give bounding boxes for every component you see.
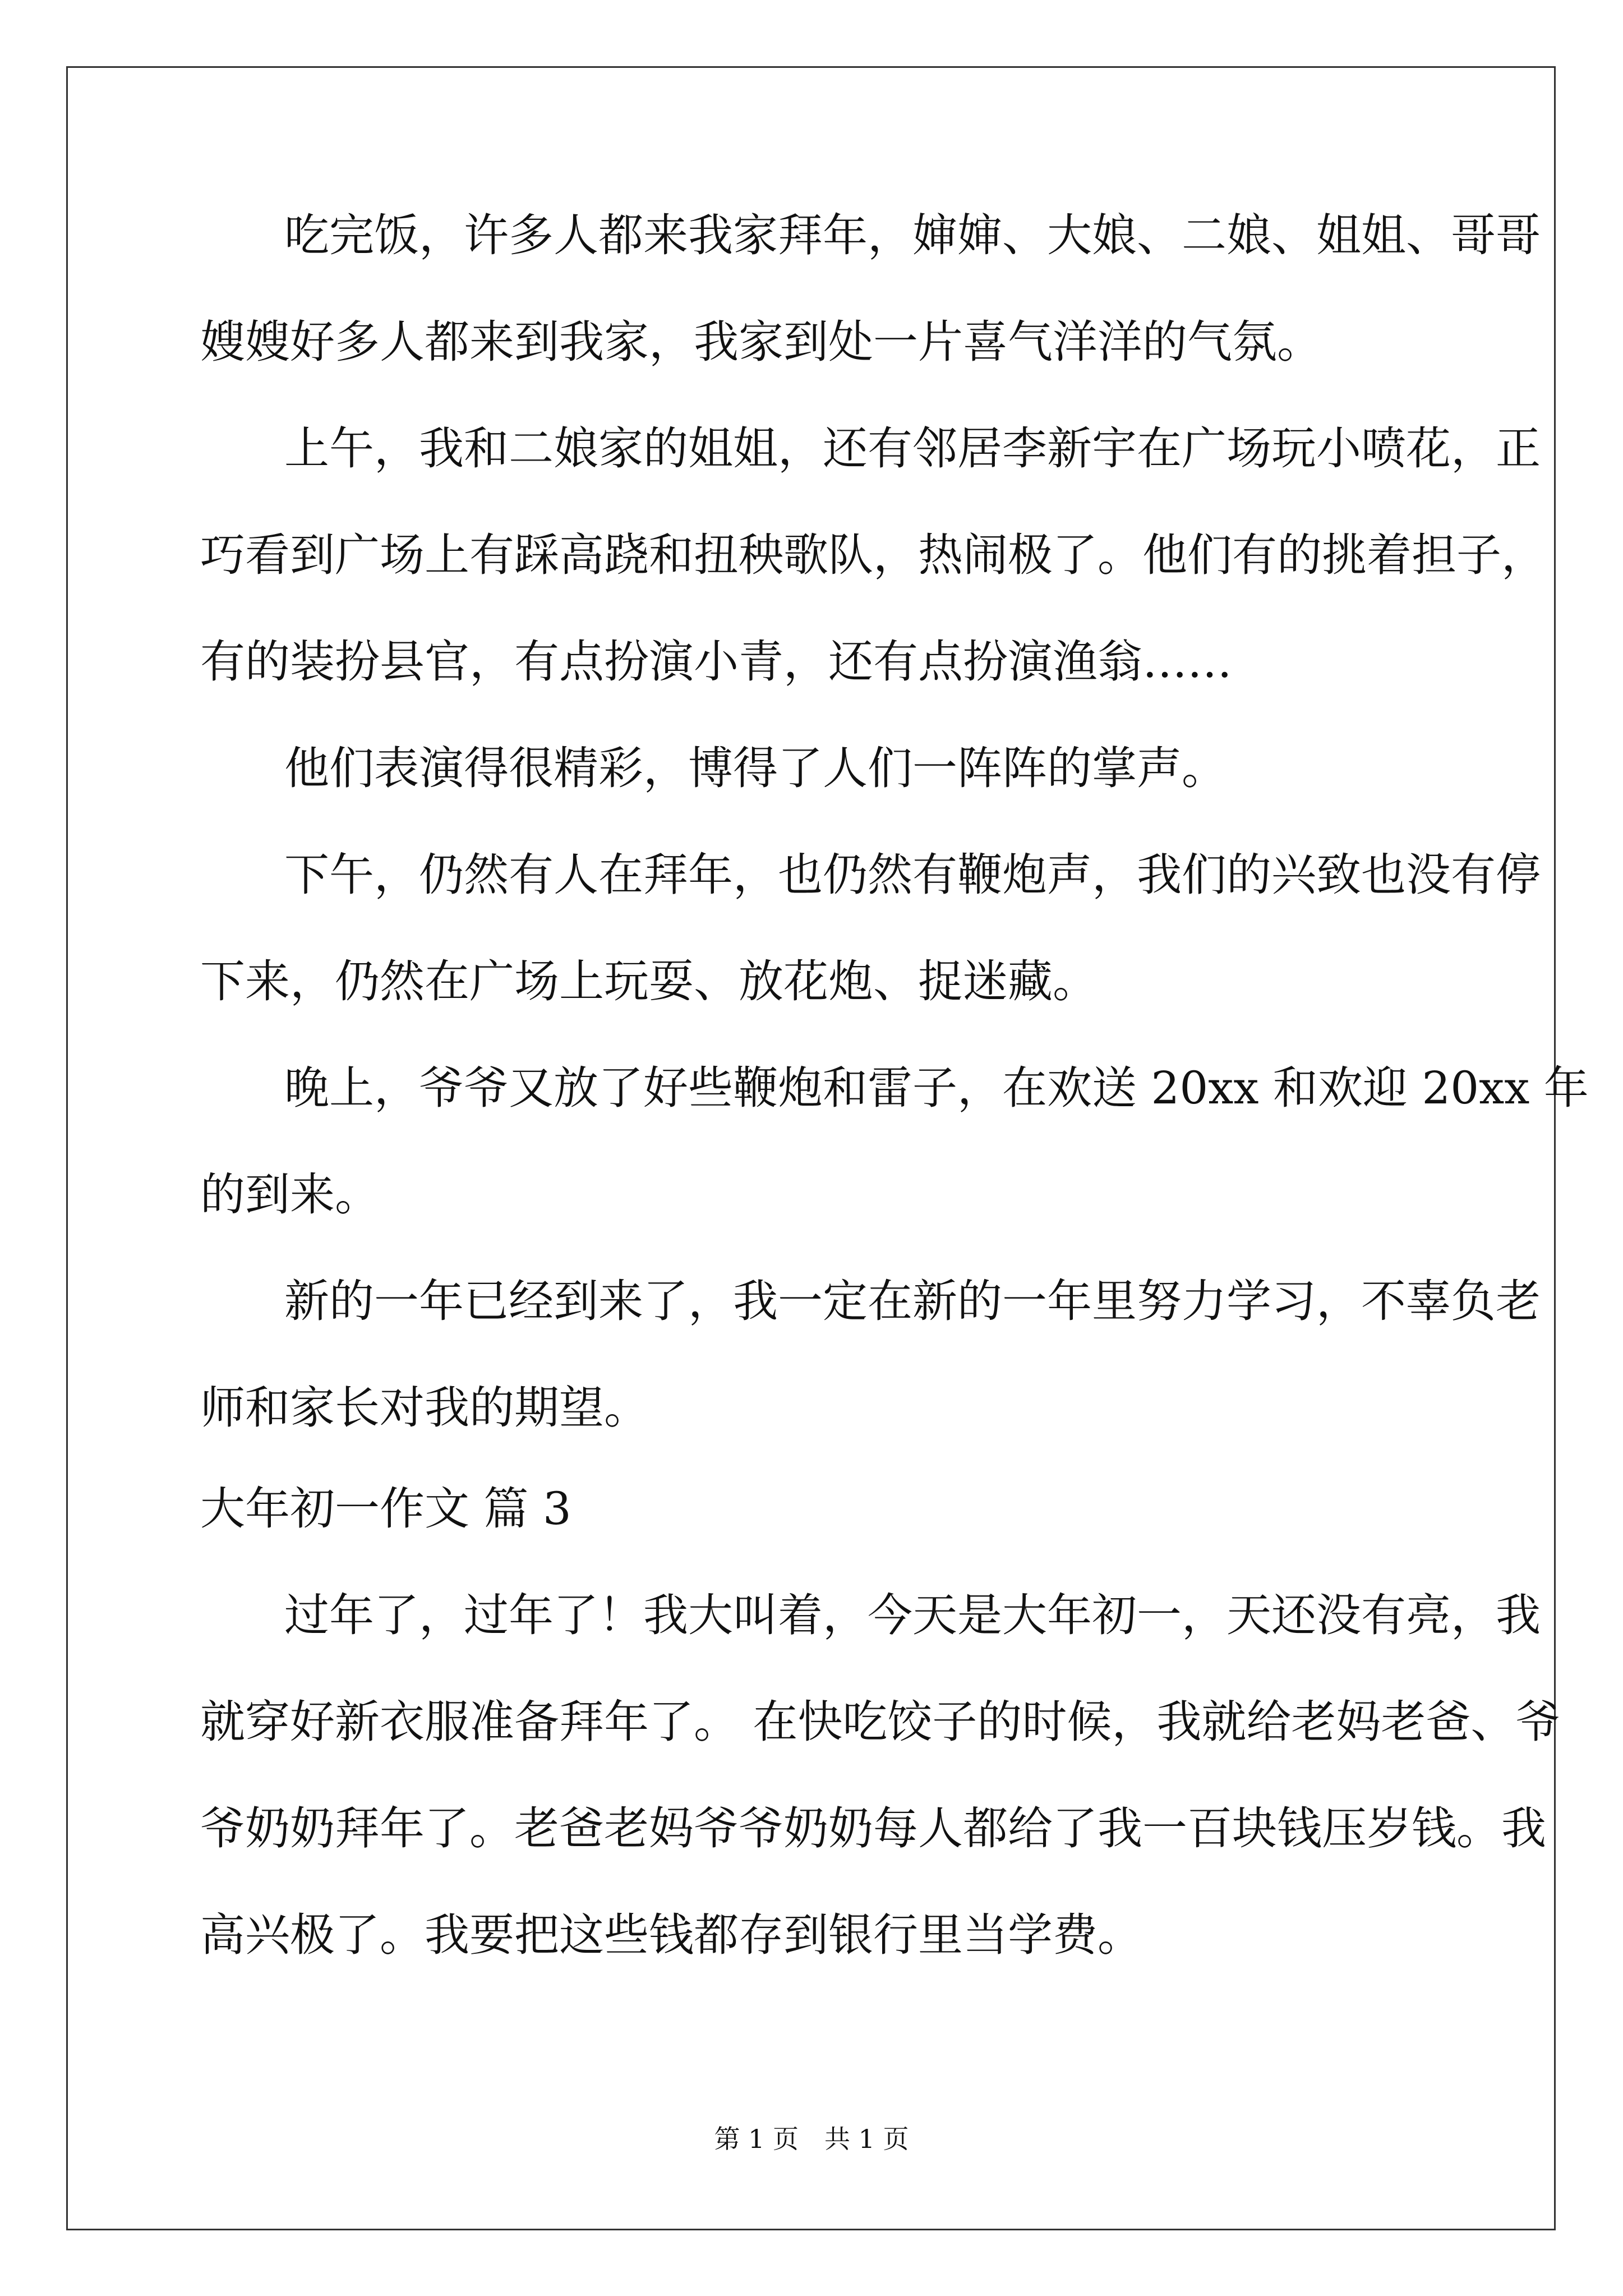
- paragraph-2-line-2: 巧看到广场上有踩高跷和扭秧歌队，热闹极了。他们有的挑着担子，: [200, 529, 1546, 581]
- section-heading: 大年初一作文 篇 3: [200, 1483, 571, 1535]
- paragraph-5-line-2: 的到来。: [200, 1168, 380, 1221]
- paragraph-7-line-4: 高兴极了。我要把这些钱都存到银行里当学费。: [200, 1909, 1142, 1961]
- paragraph-7-line-2: 就穿好新衣服准备拜年了。 在快吃饺子的时候，我就给老妈老爸、爷: [200, 1696, 1561, 1748]
- paragraph-2-line-3: 有的装扮县官，有点扮演小青，还有点扮演渔翁……: [200, 636, 1232, 688]
- paragraph-7-line-3: 爷奶奶拜年了。老爸老妈爷爷奶奶每人都给了我一百块钱压岁钱。我: [200, 1802, 1546, 1855]
- paragraph-1-line-1: 吃完饭，许多人都来我家拜年，婶婶、大娘、二娘、姐姐、哥哥: [284, 209, 1541, 261]
- paragraph-4-line-2: 下来，仍然在广场上玩耍、放花炮、捉迷藏。: [200, 955, 1098, 1007]
- paragraph-1-line-2: 嫂嫂好多人都来到我家，我家到处一片喜气洋洋的气氛。: [200, 316, 1322, 368]
- page-footer: 第 1 页 共 1 页: [714, 2124, 909, 2154]
- paragraph-6-line-2: 师和家长对我的期望。: [200, 1382, 649, 1434]
- page-border: [66, 66, 1556, 2230]
- paragraph-4-line-1: 下午，仍然有人在拜年，也仍然有鞭炮声，我们的兴致也没有停: [284, 849, 1541, 901]
- paragraph-2-line-1: 上午，我和二娘家的姐姐，还有邻居李新宇在广场玩小喷花，正: [284, 422, 1541, 475]
- paragraph-7-line-1: 过年了，过年了！我大叫着，今天是大年初一，天还没有亮，我: [284, 1589, 1541, 1641]
- paragraph-5-line-1: 晚上，爷爷又放了好些鞭炮和雷子，在欢送 20xx 和欢迎 20xx 年: [284, 1062, 1589, 1114]
- paragraph-6-line-1: 新的一年已经到来了，我一定在新的一年里努力学习，不辜负老: [284, 1275, 1541, 1327]
- paragraph-3-line-1: 他们表演得很精彩，博得了人们一阵阵的掌声。: [284, 742, 1227, 794]
